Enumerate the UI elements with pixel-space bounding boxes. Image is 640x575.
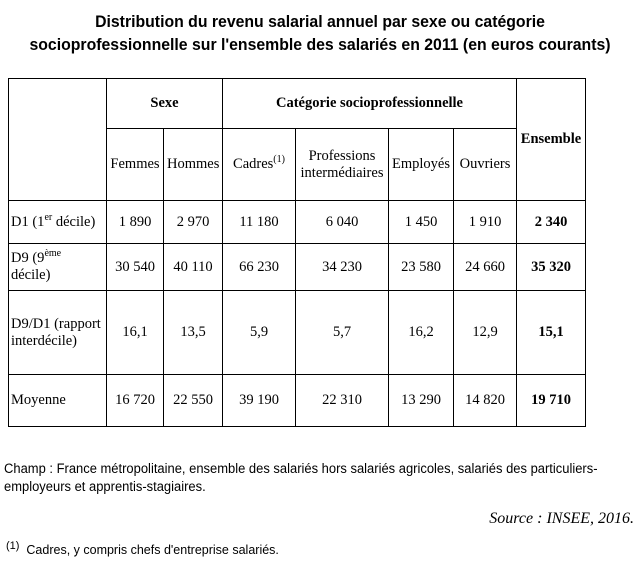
header-prof-line-1: Professions [308,147,376,164]
cell-ratio-ouvriers: 12,9 [454,291,517,375]
cell-d9-femmes: 30 540 [107,244,164,291]
header-sexe: Sexe [107,79,223,129]
table-row-d1 [9,201,586,244]
header-cadres-label: Cadres [233,156,274,172]
income-distribution-table [8,78,586,427]
cell-moyenne-femmes: 16 720 [107,375,164,427]
header-row-groups [9,79,586,129]
champ-note: Champ : France métropolitaine, ensemble des salariés hors salariés agricoles, salariés des particuliers-employeurs et apprentis-stagiaires. [4,461,598,494]
header-prof-line-2: intermédiaires [300,164,384,181]
cell-d1-professions: 6 040 [296,201,389,244]
cell-moyenne-hommes: 22 550 [164,375,223,427]
cell-ratio-cadres: 5,9 [223,291,296,375]
cell-ratio-hommes: 13,5 [164,291,223,375]
cell-d1-ensemble: 2 340 [517,201,586,244]
cell-d1-cadres: 11 180 [223,201,296,244]
header-employes: Employés [389,129,454,201]
header-categorie: Catégorie socioprofessionnelle [223,79,517,129]
table-row-d9 [9,244,586,291]
cell-d9-cadres: 66 230 [223,244,296,291]
title-line-2: socioprofessionnelle sur l'ensemble des salariés en 2011 (en euros courants) [29,35,611,54]
cell-ratio-professions: 5,7 [296,291,389,375]
footnote-mark: (1) [6,539,20,552]
row-label-d9: D9 (9ème décile) [9,244,107,291]
header-ouvriers: Ouvriers [454,129,517,201]
row-label-d1: D1 (1er décile) [9,201,107,244]
header-cadres [223,129,296,201]
cell-d1-ouvriers: 1 910 [454,201,517,244]
cell-d9-employes: 23 580 [389,244,454,291]
row-label-moyenne: Moyenne [9,375,107,427]
table-title [22,10,617,56]
cell-ratio-employes: 16,2 [389,291,454,375]
cell-d1-hommes: 2 970 [164,201,223,244]
table-row-moyenne [9,375,586,427]
cell-d1-employes: 1 450 [389,201,454,244]
cell-ratio-ensemble: 15,1 [517,291,586,375]
header-ensemble: Ensemble [517,79,586,201]
header-professions-intermediaires [296,129,389,201]
cell-moyenne-ensemble: 19 710 [517,375,586,427]
cell-ratio-femmes: 16,1 [107,291,164,375]
header-hommes: Hommes [164,129,223,201]
header-cadres-footnote-mark: (1) [273,154,285,166]
cell-moyenne-employes: 13 290 [389,375,454,427]
table-row-d9-d1 [9,291,586,375]
cell-d9-professions: 34 230 [296,244,389,291]
footnote [6,539,279,557]
cell-d1-femmes: 1 890 [107,201,164,244]
source-note: Source : INSEE, 2016. [489,510,634,527]
cell-d9-ouvriers: 24 660 [454,244,517,291]
cell-moyenne-cadres: 39 190 [223,375,296,427]
cell-d9-hommes: 40 110 [164,244,223,291]
corner-cell [9,79,107,201]
footnote-text: Cadres, y compris chefs d'entreprise salariés. [26,543,279,557]
row-label-d9-d1: D9/D1 (rapport interdécile) [9,291,107,375]
cell-moyenne-ouvriers: 14 820 [454,375,517,427]
cell-moyenne-professions: 22 310 [296,375,389,427]
header-femmes: Femmes [107,129,164,201]
cell-d9-ensemble: 35 320 [517,244,586,291]
title-line-1: Distribution du revenu salarial annuel par sexe ou catégorie [95,12,545,31]
